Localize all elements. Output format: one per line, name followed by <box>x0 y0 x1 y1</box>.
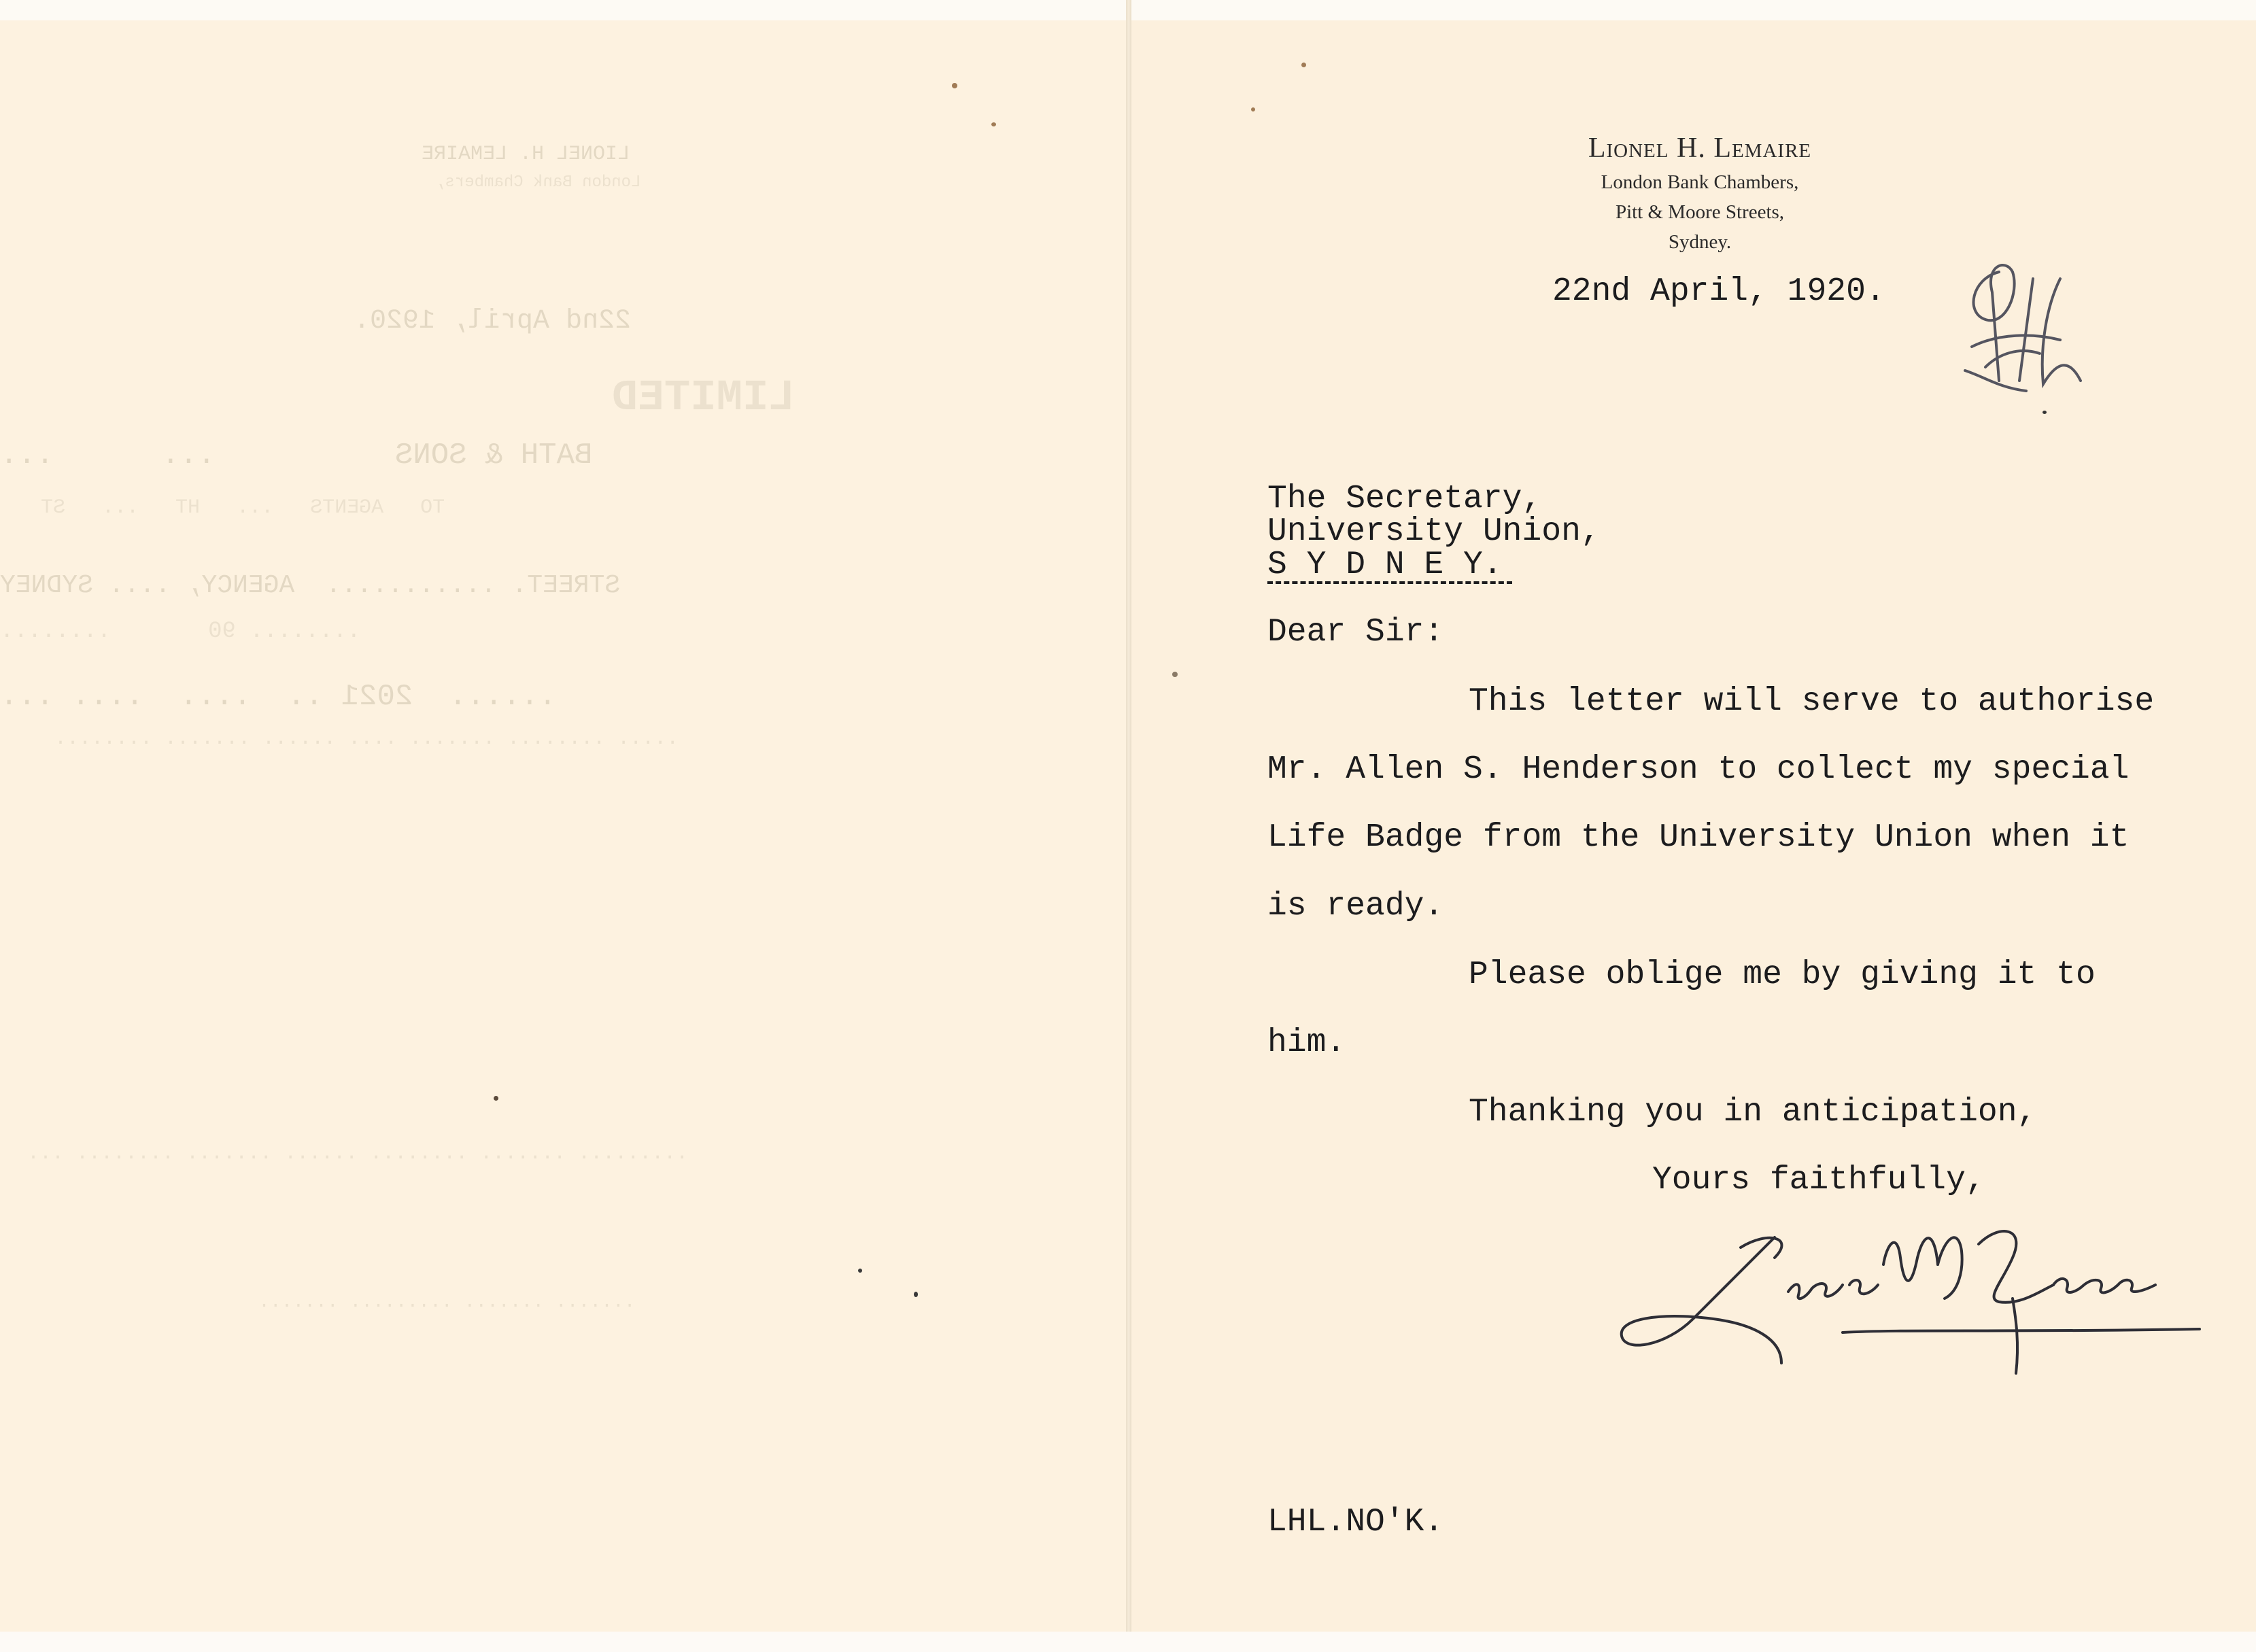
foxing-spot <box>991 122 996 126</box>
foxing-spot <box>1172 672 1178 677</box>
recipient-city: S Y D N E Y. <box>1267 547 1503 583</box>
body-line: This letter will serve to authorise <box>1469 683 2155 720</box>
body-line: him. <box>1267 1025 1346 1061</box>
handwritten-signature <box>1618 1217 2203 1380</box>
show-through-address: London Bank Chambers, <box>435 173 641 192</box>
reference-initials: LHL.NO'K. <box>1267 1504 1444 1541</box>
show-through-header-block: LIMITED <box>612 374 795 423</box>
show-through-row-4: ........ 90 ........ <box>0 619 361 644</box>
foxing-spot <box>952 83 957 88</box>
show-through-row-6: ..... ........ ....... .... ...... ....... ........ <box>54 727 679 751</box>
recipient-line: University Union, <box>1267 513 1601 550</box>
letterhead-address-line: London Bank Chambers, <box>1601 171 1799 193</box>
show-through-date: 22nd April, 1920. <box>354 306 632 337</box>
letterhead-address-line: Sydney. <box>1668 231 1732 253</box>
show-through-row-8: ....... ....... ......... ....... <box>258 1292 636 1313</box>
foxing-spot <box>1251 107 1255 111</box>
show-through-row-1: BATH & SONS ... ... <box>0 438 593 472</box>
letterhead-name: Lionel H. Lemaire <box>1588 133 1812 164</box>
show-through-row-5: ...... 2021 .. .... .... ... <box>0 680 557 714</box>
scan-border-bottom <box>0 1632 2256 1652</box>
letterhead-address-line: Pitt & Moore Streets, <box>1615 201 1785 223</box>
foxing-spot <box>494 1096 498 1101</box>
body-line: Mr. Allen S. Henderson to collect my special <box>1267 751 2130 788</box>
letterhead <box>1496 129 1904 257</box>
body-line: Please oblige me by giving it to <box>1469 957 2096 993</box>
foxing-spot <box>2043 411 2047 414</box>
foxing-spot <box>858 1269 862 1273</box>
monogram-initials <box>1958 252 2087 408</box>
page-fold <box>1126 0 1131 1652</box>
recipient-city-underline <box>1267 581 1512 584</box>
body-line: Life Badge from the University Union when it <box>1267 819 2130 856</box>
recipient-line: The Secretary, <box>1267 481 1542 517</box>
closing: Yours faithfully, <box>1652 1162 1985 1199</box>
foxing-spot <box>914 1292 918 1297</box>
show-through-row-2: TO AGENTS ... HT ... ST <box>41 496 445 519</box>
body-line: is ready. <box>1267 888 1444 925</box>
salutation: Dear Sir: <box>1267 614 1444 651</box>
letter-date: 22nd April, 1920. <box>1552 273 1885 310</box>
left-page-blank <box>0 20 1127 1632</box>
show-through-row-7: ......... ....... ........ ...... ....... ........ ... <box>27 1142 689 1165</box>
foxing-spot <box>1301 63 1306 67</box>
show-through-row-3: STREET. ........... AGENCY, .... SYDNEY <box>0 571 621 600</box>
show-through-letterhead: LIONEL H. LEMAIRE <box>422 143 630 166</box>
body-line: Thanking you in anticipation, <box>1469 1094 2037 1131</box>
